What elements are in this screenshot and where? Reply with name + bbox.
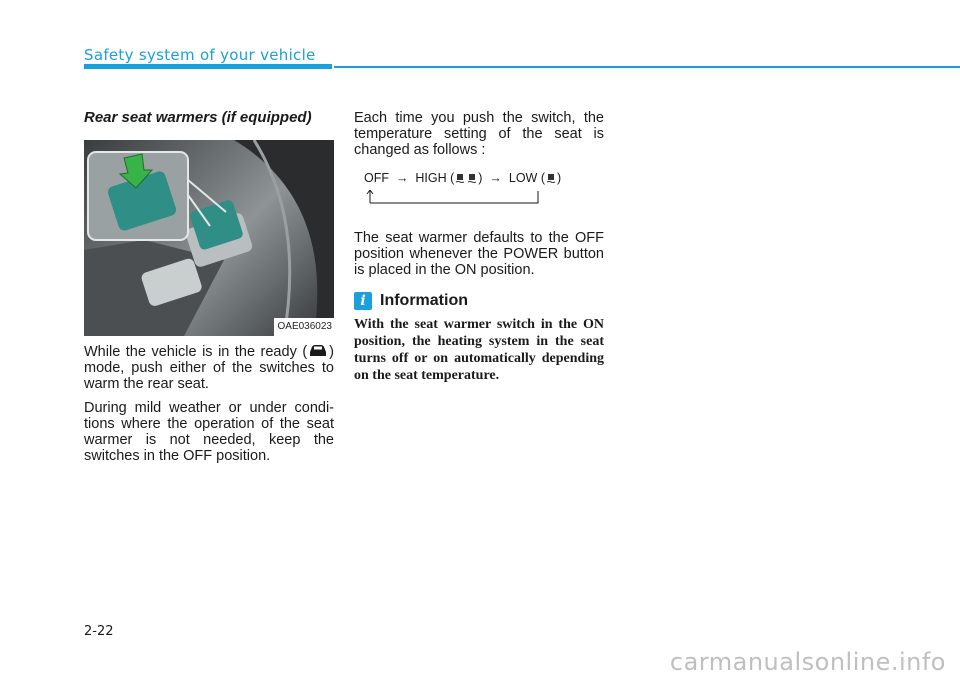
seat-heat-icon bbox=[545, 172, 557, 184]
seat-heat-icon bbox=[466, 172, 478, 184]
mild-weather-paragraph: During mild weather or under condi-tions where the operation of the seat warmer is not needed, keep the switches in the OFF position. bbox=[84, 400, 334, 464]
header-accent-bar bbox=[84, 64, 332, 69]
door-switch-illustration bbox=[84, 140, 334, 336]
info-text: With the seat warmer switch in the ON position, the heating system in the seat turns off or on automatically depending on the seat temperature. bbox=[354, 317, 604, 383]
info-title: Information bbox=[380, 292, 468, 309]
intro-paragraph: Each time you push the switch, the temperature setting of the seat is changed as follows : bbox=[354, 110, 604, 158]
header-rule bbox=[334, 66, 960, 68]
seq-off: OFF bbox=[364, 171, 389, 185]
ready-mode-paragraph: While the vehicle is in the ready ( ) mode, push either of the switches to warm the rear seat. bbox=[84, 344, 334, 392]
return-arrow bbox=[366, 190, 542, 204]
information-icon: i bbox=[354, 292, 372, 310]
defaults-paragraph: The seat warmer defaults to the OFF position whenever the POWER button is placed in the ON position. bbox=[354, 230, 604, 278]
arrow-icon: → bbox=[395, 171, 409, 185]
arrow-icon: → bbox=[489, 171, 502, 185]
car-icon bbox=[307, 344, 329, 358]
page-header-title: Safety system of your vehicle bbox=[84, 46, 316, 64]
image-code: OAE036023 bbox=[274, 318, 335, 336]
seq-low: LOW ( bbox=[508, 171, 545, 185]
seat-warmer-photo bbox=[84, 140, 334, 336]
setting-sequence: OFF → HIGH ( ) → LOW ( ) bbox=[354, 166, 604, 222]
right-column bbox=[354, 110, 604, 384]
page-number: 2-22 bbox=[84, 624, 114, 639]
seq-high: HIGH ( bbox=[415, 171, 455, 185]
seat-heat-icon bbox=[454, 172, 466, 184]
left-column bbox=[84, 110, 334, 472]
footer-watermark: carmanualsonline.info bbox=[669, 648, 946, 676]
section-title: Rear seat warmers (if equipped) bbox=[84, 109, 312, 126]
info-heading bbox=[354, 292, 604, 310]
